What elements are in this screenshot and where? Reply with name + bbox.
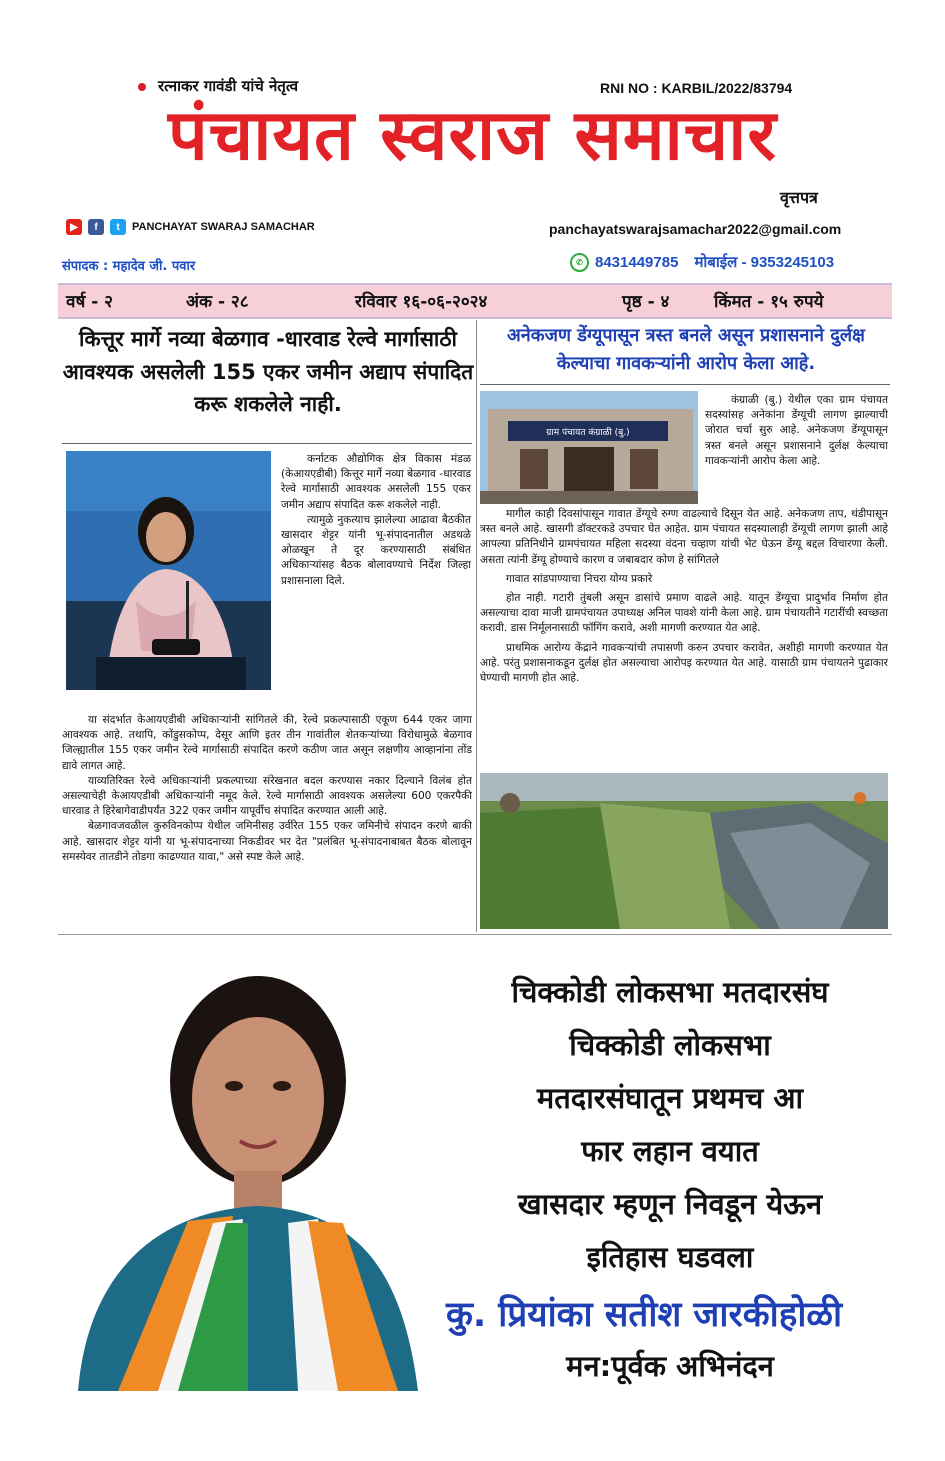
whatsapp-icon: ✆ [570,253,589,272]
phone-whatsapp[interactable]: 8431449785 [595,253,679,271]
facebook-icon[interactable]: f [88,219,104,235]
article2-paragraph: मागील काही दिवसांपासून गावात डेंग्यूचे रुग्ण वाढल्याचे दिसून येत आहे. अनेकजण ताप, थंडीपासून त्रस्त बनले आहे. खासगी डॉक्टरकडे उपचार घेत आहेत. ग्राम पंचायत सदस्यालाही डेंग्यूची लागण झाली आहे आपल्या प्रतिनिधीने ग्रामपंचायत महिला सदस्या वंदना चव्हाण यांची भेट घेऊन डेंग्यू बद्दल विचारणा केली. असता त्यांनी डेंग्यू होण्याचे कारण व जबाबदार कोण हे सांगितले [480,508,888,566]
mp-portrait-photo [58,961,430,1391]
leader-line [138,76,298,96]
contact-email[interactable]: panchayatswarajsamachar2022@gmail.com [549,221,842,237]
phone-mobile[interactable]: मोबाईल - 9353245103 [694,254,835,271]
bullet-dot [138,83,146,91]
page-number: पृष्ठ - ४ [622,292,670,312]
article1-photo [66,451,271,690]
article1-paragraph: या संदर्भात केआयएडीबी अधिकाऱ्यांनी सांगितले की, रेल्वे प्रकल्पासाठी एकूण 644 एकर जागा आवश्यक आहे. तथापि, कोंडुसकोप्प, देसूर आणि इतर तीन गावांतील शेतकऱ्यांच्या विरोधामुळे बेळगाव जिल्ह्यातील 155 एकर जमीन रेल्वे मार्गासाठी संपादित करणे कठीण जात असून लक्षणीय आव्हानांना तोंड द्यावे लागत आहे. [62,714,472,772]
section-divider [58,934,892,935]
issue-date: रविवार १६-०६-२०२४ [355,292,488,312]
ad-line: खासदार म्हणून निवडून येऊन [517,1187,823,1221]
social-name: PANCHAYAT SWARAJ SAMACHAR [132,221,315,233]
rni-number: RNI NO : KARBIL/2022/83794 [600,80,793,96]
ad-line: इतिहास घडवला [586,1240,754,1274]
article2-side-text [705,393,888,469]
article1-paragraph: बेळगावजवळील कुरुविनकोप्प येथील जमिनीसह उर्वरित 155 एकर जमिनीचे संपादन करणे बाकी आहे. खासदार शेट्टर यांनी या भू-संपादनाच्या निकडीवर भर देत "प्रलंबित भू-संपादनाबाबत बैठक बोलावून समस्येवर तातडीने तोडगा काढण्यात यावा," असे स्पष्ट केले आहे. [62,820,472,863]
contact-phones [570,252,834,272]
newspaper-title: पंचायत स्वराज समाचार [168,94,777,176]
ad-line: चिक्कोडी लोकसभा मतदारसंघ [511,975,829,1009]
mp-name: कु. प्रियांका सतीश जारकीहोळी [445,1295,843,1335]
article1-side-text [281,452,471,589]
article2-paragraph: गावात सांडपाण्याचा निचरा योग्य प्रकारे [506,572,653,585]
issue-price: किंमत - १५ रुपये [714,292,824,312]
social-links [66,219,315,235]
article2-paragraph: कंग्राळी (बु.) येथील एका ग्राम पंचायत सदस्यांसह अनेकांना डेंग्यूची लागण झाल्याची जोरात चर्चा सुरु आहे. अनेकजण डेंग्यूपासून त्रस्त बनले असून प्रशासनाने दुर्लक्ष केल्याचा गावकऱ्यांनी आरोप केला आहे. [705,394,888,467]
issue-year: वर्ष - २ [66,292,114,312]
divider [62,443,472,444]
article1-paragraph: कर्नाटक औद्योगिक क्षेत्र विकास मंडळ (केआयएडीबी) कित्तूर मार्गे नव्या बेळगाव -धारवाड रेल्वे मार्गासाठी आवश्यक असलेली 155 एकर जमीन अद्याप संपादित करू शकलेले नाही. [281,453,471,511]
article1-paragraph: त्यामुळे नुकत्याच झालेल्या आढावा बैठकीत खासदार शेट्टर यांनी भू-संपादनातील अडथळे ओळखून ते दूर करण्यासाठी संबंधित अधिकाऱ्यांसह बैठक बोलावण्याचे निर्देश जिल्हा प्रशासनाला दिले. [281,513,471,587]
ad-line: फार लहान वयात [581,1134,759,1168]
divider [480,384,890,385]
newspaper-subtitle: वृत्तपत्र [780,188,818,207]
article1-headline: कित्तूर मार्गे नव्या बेळगाव -धारवाड रेल्वे मार्गासाठी आवश्यक असलेली 155 एकर जमीन अद्याप संपादित करू शकलेले नाही. [62,327,474,417]
column-divider [476,320,477,932]
editor-name: संपादक : महादेव जी. पवार [62,259,196,274]
article2-headline: अनेकजण डेंग्यूपासून त्रस्त बनले असून प्रशासनाने दुर्लक्ष केल्याचा गावकऱ्यांनी आरोप केला आहे. [507,325,865,374]
article1-paragraph: याव्यतिरिक्त रेल्वे अधिकाऱ्यांनी प्रकल्पाच्या संरेखनात बदल करण्यास नकार दिल्याने विलंब होत असल्याचेही केआयएडीबी अधिकाऱ्यांनी नमूद केले. रेल्वे मार्गासाठी आवश्यक असलेल्या 600 एकरपैकी धारवाड ते हिरेबागेवाडीपर्यंत 322 एकर जमीन यापूर्वीच संपादित करण्यात आली आहे. [62,774,472,818]
ad-closing: मन:पूर्वक अभिनंदन [566,1349,774,1383]
article2-paragraph: होत नाही. गटारी तुंबली असून डासांचे प्रमाण वाढले आहे. यातून डेंग्यूचा प्रादुर्भाव निर्माण होत असल्याचा दावा माजी ग्रामपंचायत उपाध्यक्ष अनिल पावशे यांनी केला आहे. ग्राम पंचायतीने गटारींची स्वच्छता करावी. डास निर्मूलनासाठी फॉगिंग करावे, अशी मागणी करण्यात येत आहे. [480,592,888,635]
ad-line: चिक्कोडी लोकसभा [569,1028,771,1062]
twitter-icon[interactable]: t [110,219,126,235]
issue-number: अंक - २८ [186,292,249,312]
article2-photo-office [480,391,698,504]
leader-text: रत्नाकर गावंडी यांचे नेतृत्व [158,77,299,95]
article1-body [62,713,472,865]
ad-line: मतदारसंघातून प्रथमच आ [536,1081,804,1115]
article2-body [480,507,888,686]
article2-photo-drain [480,773,888,929]
youtube-icon[interactable]: ▶ [66,219,82,235]
issue-info-bar [58,283,892,319]
article2-paragraph: प्राथमिक आरोग्य केंद्राने गावकऱ्यांची तपासणी करुन उपचार करावेत, अशीही मागणी करण्यात येत आहे. परंतु प्रशासनाकडून दुर्लक्ष होत असल्याचा आरोपइ करण्यात येत आहे. यासाठी ग्राम पंचायतने पुढाकार घेण्याची मागणी होत आहे. [480,641,888,685]
office-sign-text: ग्राम पंचायत कंग्राळी (बु.) [546,428,630,438]
